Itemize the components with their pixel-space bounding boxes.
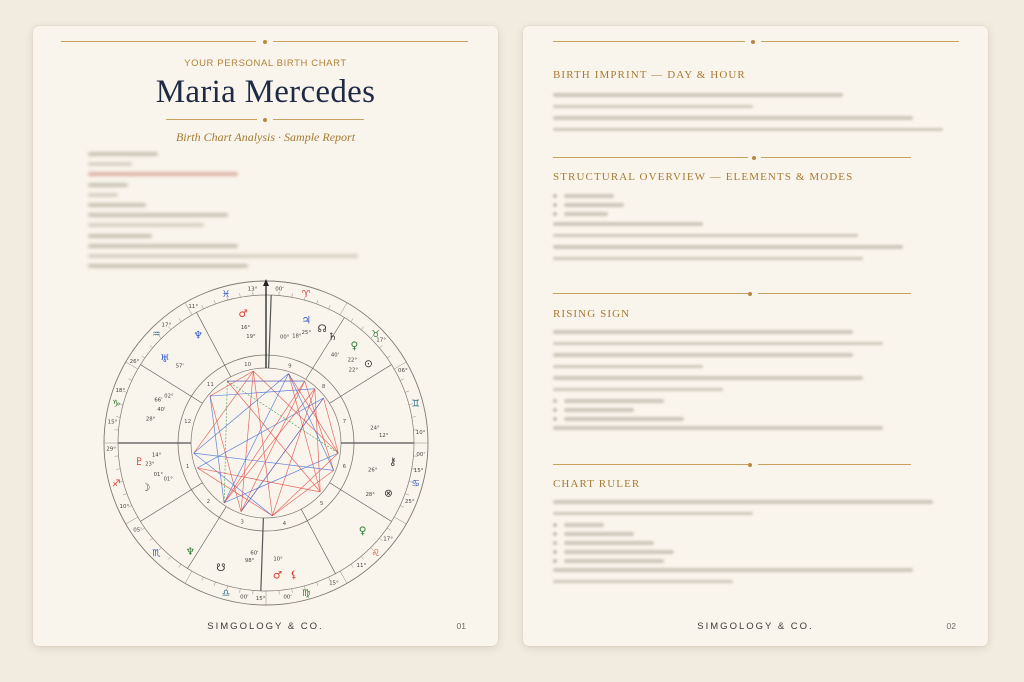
aspect-line [194,453,334,470]
degree-tick [202,305,204,309]
planet-degree-label: 57' [175,363,184,370]
cusp-degree-label: 00' [275,286,284,293]
degree-tick [317,300,318,304]
degree-tick [292,293,293,297]
house-number: 11 [206,381,214,388]
name-rule-left [166,119,257,120]
planet-glyph: ♂ [272,569,283,582]
planet-degree-label: 40' [330,352,340,359]
house-cusp-line [301,509,335,573]
footer-brand: SIMGOLOGY & CO. [207,621,324,632]
page-number: 01 [456,621,466,631]
house-number: 12 [184,419,192,426]
degree-tick [351,564,353,567]
planet-glyph: ☋ [216,562,226,575]
degree-tick [185,571,192,583]
house-number: 8 [321,383,326,390]
aspect-line [289,374,334,471]
zodiac-sign-glyph: ♐ [112,478,121,490]
cusp-degree-label: 00' [416,451,425,458]
top-rule-left [553,41,745,42]
degree-tick [202,577,204,581]
divider-dot [752,156,756,160]
planet-degree-label: 60' [250,550,259,557]
aspect-line [289,374,321,492]
footer-brand: SIMGOLOGY & CO. [697,621,814,632]
report-subtitle: Birth Chart Analysis · Sample Report [175,130,356,144]
house-number: 3 [240,519,244,526]
planet-glyph: ☽ [141,481,151,494]
zodiac-sign-glyph: ♍ [301,588,311,600]
degree-tick [329,305,331,309]
house-number: 1 [185,463,190,470]
cusp-degree-label: 10° [415,430,426,437]
cusp-degree-label: 29° [106,446,116,453]
planet-glyph: ♄ [328,331,338,344]
degree-tick [361,556,364,559]
planet-degree-label: 26° [368,467,378,474]
zodiac-sign-glyph: ♊ [411,398,420,410]
degree-tick [240,293,241,297]
degree-tick [123,494,127,495]
planet-degree-label: 02° [164,393,174,400]
zodiac-sign-glyph: ♌ [371,548,380,560]
degree-tick [387,528,390,530]
degree-tick [240,589,241,593]
planet-degree-label: 22° [348,367,359,374]
planet-degree-label: 12° [379,432,389,439]
planet-degree-label: 22° [347,357,358,364]
aspect-line [227,381,320,492]
cusp-degree-label: 11° [356,563,367,570]
cusp-degree-label: 10° [119,504,130,511]
degree-tick [405,391,409,392]
planet-degree-label: 16° [240,324,251,331]
planet-degree-label: 40' [157,407,166,414]
house-cusp-line [269,295,272,368]
cusp-degree-label: 15° [329,580,339,587]
degree-tick [379,538,382,541]
divider-rule [761,157,911,158]
top-rule-dot [751,40,755,44]
planet-degree-label: 18° [292,333,302,340]
degree-tick [340,303,347,315]
aspect-line [272,389,314,516]
birth-details-blurred [88,152,358,274]
divider-rule [758,293,911,294]
aspect-line [224,381,305,503]
section-title-birth-imprint: BIRTH IMPRINT — DAY & HOUR [553,69,746,81]
planet-glyph: ⊙ [364,357,373,370]
degree-tick [150,538,153,541]
planet-degree-label: 01° [153,471,164,478]
house-number: 4 [282,520,287,527]
planet-degree-label: 28° [365,491,375,498]
planet-degree-label: 23° [145,461,155,468]
planet-glyph: ♆ [185,546,195,559]
degree-tick [400,506,404,508]
planet-degree-label: 25° [301,330,312,337]
page-number: 02 [946,621,956,631]
cusp-degree-label: 17° [161,322,172,329]
degree-tick [141,356,144,358]
section-title-chart-ruler: CHART RULER [553,478,641,490]
degree-tick [387,356,390,358]
degree-tick [351,318,353,321]
zodiac-sign-glyph: ♒ [152,328,161,340]
degree-tick [214,582,215,586]
planet-degree-label: 66' [154,397,163,404]
planet-glyph: ♅ [160,353,170,366]
divider-rule [758,464,911,465]
section-title-structural-overview: STRUCTURAL OVERVIEW — ELEMENTS & MODES [553,171,854,183]
planet-glyph: ♀ [350,339,359,352]
degree-tick [128,379,132,381]
planet-glyph: ♃ [301,314,311,327]
divider-rule [553,157,748,158]
report-page-1 [33,26,498,646]
planet-degree-label: 24° [370,425,380,432]
planet-degree-label: 01° [163,476,173,483]
degree-tick [214,300,215,304]
aspect-line [194,371,254,453]
section-body-blurred [553,330,883,438]
house-number: 10 [244,362,252,369]
cusp-degree-label: 06° [397,368,408,375]
degree-tick [126,517,138,524]
inner-ring [191,368,341,518]
degree-tick [405,494,409,495]
degree-tick [340,571,347,583]
zodiac-sign-glyph: ♑ [112,398,121,410]
cusp-degree-label: 05' [133,527,142,534]
house-cusp-line [330,365,392,404]
eyebrow-label: YOUR PERSONAL BIRTH CHART [184,58,347,69]
aspect-line [253,371,272,516]
planet-glyph: ⚸ [290,569,298,582]
degree-tick [412,417,416,418]
divider-rule [553,293,748,294]
house-number: 9 [288,363,292,370]
section-title-rising-sign: RISING SIGN [553,308,631,320]
divider-rule [553,464,748,465]
section-body-blurred [553,93,943,139]
degree-tick [292,589,293,593]
name-rule-right [273,119,364,120]
degree-tick [361,327,364,330]
aspect-line [210,396,241,512]
planet-glyph: ♆ [193,329,203,342]
cusp-degree-label: 17° [376,337,387,344]
zodiac-sign-glyph: ♎ [221,588,231,600]
planet-glyph: ⚷ [388,455,397,468]
section-body-blurred [553,194,903,268]
zodiac-sign-glyph: ♋ [411,478,420,490]
house-cusp-line [185,507,227,569]
degree-tick [150,345,153,348]
zodiac-sign-glyph: ♉ [371,328,380,340]
degree-tick [116,417,120,418]
house-number: 7 [342,419,347,426]
top-rule-dot [263,40,267,44]
top-rule-left [61,41,256,42]
cusp-degree-label: 17° [383,536,394,543]
planet-degree-label: 10° [273,556,283,563]
cusp-degree-label: 00' [283,594,292,601]
section-body-blurred [553,500,933,591]
cusp-degree-label: 15° [413,467,424,474]
cusp-degree-label: 18° [115,387,126,394]
planet-degree-label: 28° [145,416,156,423]
planet-glyph: ⊗ [383,487,393,500]
degree-tick [179,564,181,567]
house-number: 6 [342,463,347,470]
planet-glyph: ♇ [134,455,144,468]
cusp-degree-label: 00' [240,594,249,601]
degree-tick [179,318,181,321]
house-number: 2 [206,499,211,506]
divider-dot [748,292,752,296]
aspect-line [224,381,227,503]
zodiac-sign-glyph: ♈ [301,288,311,300]
planet-glyph: ♂ [238,308,248,321]
cusp-degree-label: 15° [107,419,118,426]
house-number: 5 [319,501,324,508]
cusp-degree-label: 26° [129,358,140,365]
top-rule-right [761,41,959,42]
client-name-title: Maria Mercedes [155,74,376,110]
cusp-degree-label: 15° [255,595,266,602]
report-page-2 [523,26,988,646]
planet-degree-label: 19° [246,334,256,341]
zodiac-sign-glyph: ♓ [221,288,231,300]
planet-glyph: ☊ [317,322,327,335]
degree-tick [168,556,171,559]
divider-dot [748,463,752,467]
planet-degree-label: 98° [244,557,255,564]
degree-tick [317,582,318,586]
degree-tick [116,469,120,470]
house-cusp-line [261,518,264,591]
name-rule-dot [263,118,267,122]
degree-tick [379,345,382,348]
cusp-degree-label: 13° [247,286,258,293]
cusp-degree-label: 25° [404,499,415,506]
aspect-line [210,396,224,503]
degree-tick [394,517,406,524]
degree-tick [141,528,144,530]
aspect-line [224,453,338,503]
zodiac-sign-glyph: ♏ [152,548,161,560]
planet-degree-label: 00° [280,334,290,341]
cusp-degree-label: 11° [188,304,199,311]
house-cusp-line [330,483,392,522]
top-rule-right [273,41,468,42]
natal-chart-wheel [99,276,433,610]
planet-degree-label: 14° [151,452,162,459]
house-cusp-line [197,312,231,376]
degree-tick [400,379,404,381]
planet-glyph: ♀ [358,524,367,537]
